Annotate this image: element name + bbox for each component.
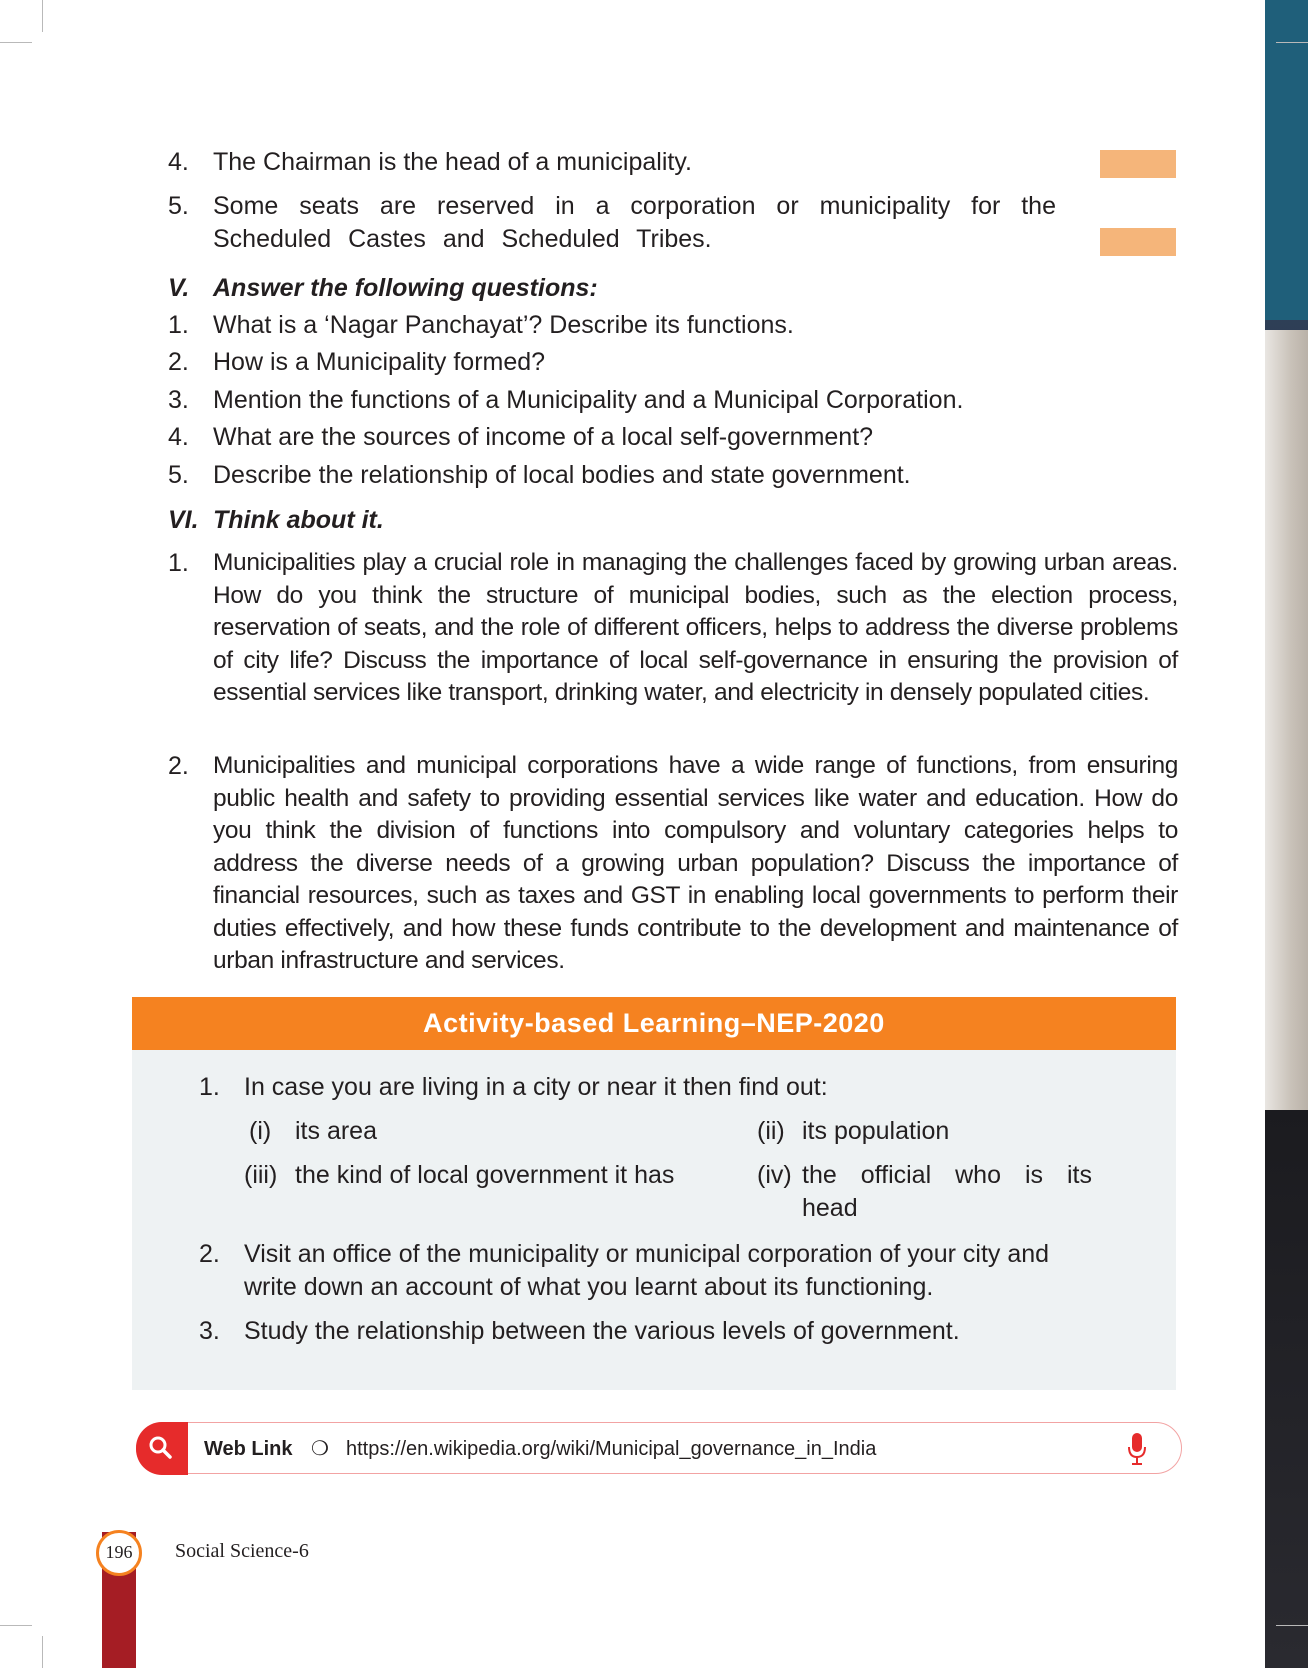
activity-title: Activity-based Learning–NEP-2020 bbox=[132, 997, 1176, 1050]
item-text: How is a Municipality formed? bbox=[213, 348, 546, 376]
activity-item-number: 3. bbox=[199, 1317, 220, 1345]
item-number: 4. bbox=[168, 148, 189, 176]
item-number: 2. bbox=[168, 752, 189, 780]
item-number: 3. bbox=[168, 386, 189, 414]
item-number: 1. bbox=[168, 549, 189, 577]
crop-mark bbox=[0, 42, 32, 43]
book-title: Social Science-6 bbox=[175, 1540, 309, 1562]
activity-item-number: 2. bbox=[199, 1240, 220, 1268]
item-number: 1. bbox=[168, 311, 189, 339]
sub-item-number: (iv) bbox=[757, 1161, 792, 1189]
item-text: Describe the relationship of local bodies and state government. bbox=[213, 461, 911, 489]
item-number: 5. bbox=[168, 461, 189, 489]
item-number: 2. bbox=[168, 348, 189, 376]
section-title: Think about it. bbox=[213, 506, 384, 534]
sub-item-number: (iii) bbox=[244, 1161, 278, 1189]
bullet-icon: ❍ bbox=[311, 1438, 329, 1460]
crop-mark bbox=[42, 0, 43, 32]
activity-item-number: 1. bbox=[199, 1073, 220, 1101]
item-text: Municipalities play a crucial role in managing the challenges faced by growing urban areas. How do you think the structure of municipal bodies, such as the election process, reservation of seats, and the role of different officers, helps to address the diverse problems of city life? Discuss the importance of local self-governance in ensuring the provision of essential services like transport, drinking water, and electricity in densely populated cities. bbox=[213, 549, 1178, 706]
sub-item-text: the kind of local government it has bbox=[295, 1161, 675, 1189]
search-icon bbox=[136, 1422, 188, 1475]
sub-item-text: its population bbox=[802, 1117, 950, 1145]
microphone-icon[interactable] bbox=[1127, 1432, 1147, 1471]
crop-mark bbox=[42, 1636, 43, 1668]
sub-item-text: the official who is its head bbox=[802, 1161, 1092, 1222]
answer-box bbox=[1100, 228, 1176, 256]
crop-mark bbox=[0, 1625, 32, 1626]
crop-mark bbox=[1276, 1625, 1308, 1626]
side-light-band bbox=[1265, 330, 1308, 1110]
sub-item-text: its area bbox=[295, 1117, 377, 1145]
item-text: The Chairman is the head of a municipality. bbox=[213, 148, 692, 176]
item-text: Municipalities and municipal corporations have a wide range of functions, from ensuring public health and safety to providing essential services like water and education. How do you think the division of functions into compulsory and voluntary categories helps to address the diverse needs of a growing urban population? Discuss the importance of financial resources, such as taxes and GST in enabling local governments to perform their duties effectively, and how these funds contribute to the development and maintenance of urban infrastructure and services. bbox=[213, 752, 1178, 974]
item-text: Mention the functions of a Municipality and a Municipal Corporation. bbox=[213, 386, 964, 414]
page-number: 196 bbox=[105, 1542, 133, 1562]
side-teal-band bbox=[1265, 0, 1308, 320]
item-number: 5. bbox=[168, 192, 189, 220]
item-text: Some seats are reserved in a corporation or municipality for the Scheduled Castes and Scheduled Tribes. bbox=[213, 192, 1056, 253]
sub-item-number: (i) bbox=[249, 1117, 272, 1145]
crop-mark bbox=[1276, 42, 1308, 43]
activity-item-text: Study the relationship between the various levels of government. bbox=[244, 1317, 960, 1345]
section-heading bbox=[168, 272, 598, 305]
item-number: 4. bbox=[168, 423, 189, 451]
weblink-search-button[interactable] bbox=[136, 1422, 188, 1475]
section-number: VI. bbox=[168, 506, 199, 534]
section-number: V. bbox=[168, 274, 190, 302]
activity-item-text: Visit an office of the municipality or municipal corporation of your city and write down an account of what you learnt about its functioning. bbox=[244, 1240, 1050, 1301]
activity-item-text: In case you are living in a city or near it then find out: bbox=[244, 1073, 828, 1101]
section-title: Answer the following questions: bbox=[213, 274, 598, 302]
section-heading bbox=[168, 504, 384, 537]
side-dark-band bbox=[1265, 1110, 1308, 1668]
weblink-url[interactable]: https://en.wikipedia.org/wiki/Municipal_governance_in_India bbox=[346, 1438, 877, 1460]
sub-item-number: (ii) bbox=[757, 1117, 785, 1145]
item-text: What are the sources of income of a local self-government? bbox=[213, 423, 874, 451]
weblink-label: Web Link bbox=[204, 1438, 293, 1460]
item-text: What is a ‘Nagar Panchayat’? Describe its functions. bbox=[213, 311, 794, 339]
